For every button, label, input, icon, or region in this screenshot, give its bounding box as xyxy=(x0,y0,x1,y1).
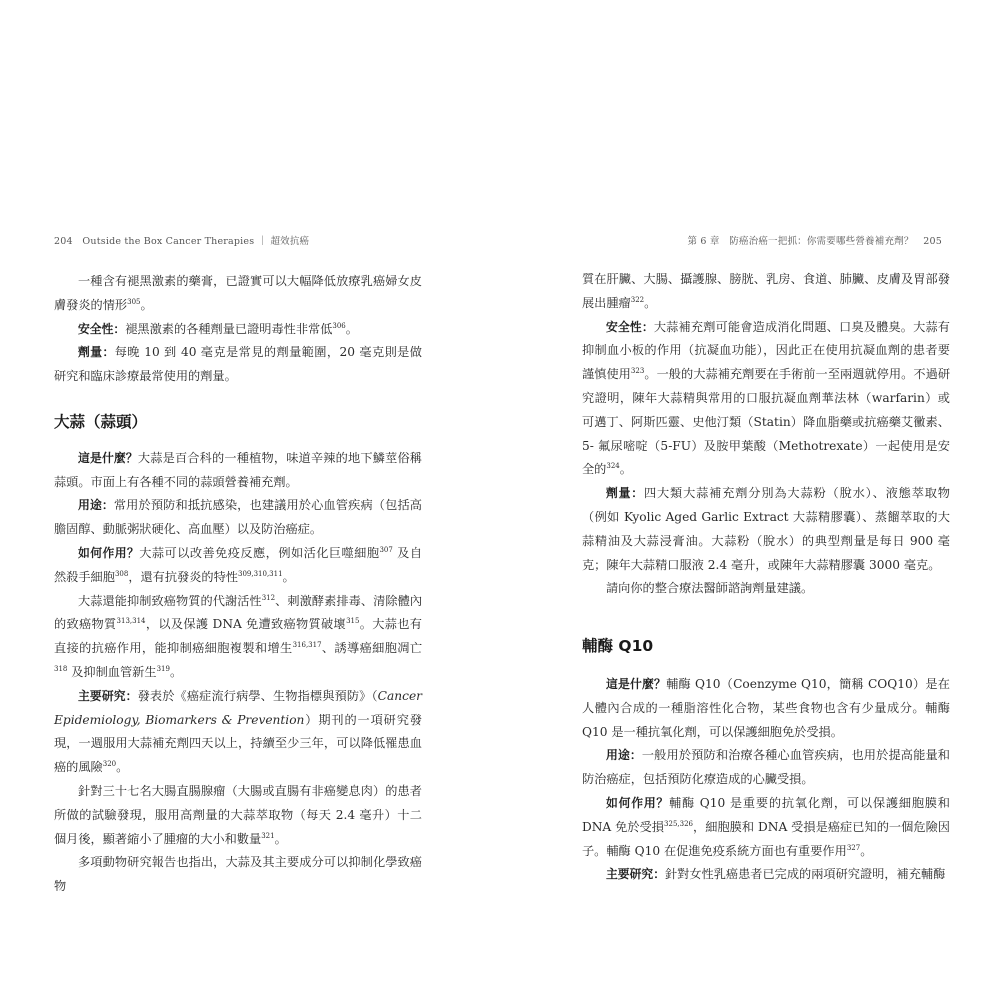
melatonin-dosage-paragraph xyxy=(54,341,422,389)
text: 。 xyxy=(116,760,129,775)
what-label: 這是什麼？ xyxy=(78,450,138,465)
text: 質在肝臟、大腸、攝護腺、膀胱、乳房、食道、肺臟、皮膚及胃部發展出腫瘤 xyxy=(582,272,950,310)
garlic-use-paragraph xyxy=(54,494,422,542)
how-label: 如何作用？ xyxy=(78,545,140,560)
text: 大蒜補充劑可能會造成消化問題、口臭及體臭。大蒜有抑制血小板的作用（抗凝血功能），因此正在使用抗凝血劑的患者要謹慎使用 xyxy=(582,319,950,382)
text: 針對三十七名大腸直腸腺瘤（大腸或直腸有非癌變息肉）的患者所做的試驗發現，服用高劑量的大蒜萃取物（每天 2.4 毫升）十二個月後，顯著縮小了腫瘤的大小和數量 xyxy=(54,783,422,846)
garlic-heading: 大蒜（蒜頭） xyxy=(54,412,148,431)
coq10-research-paragraph xyxy=(582,863,950,887)
text: ）期刊的一項研究發現，一週服用大蒜補充劑四天以上，持續至少三年，可以降低罹患血癌的風險 xyxy=(54,712,422,775)
text: 及自然殺手細胞 xyxy=(54,545,423,584)
garlic-how-paragraph xyxy=(54,542,422,590)
garlic-animal-paragraph xyxy=(54,851,422,899)
footnote-ref: 307 xyxy=(379,545,393,554)
text: 。 xyxy=(169,664,183,679)
text: 每晚 10 到 40 毫克是常見的劑量範圍，20 毫克則是做研究和臨床診療最常使用的劑量。 xyxy=(54,345,422,384)
text: 。 xyxy=(860,843,873,858)
text: 。大蒜也有直接的抗癌作用，能抑制癌細胞複製和增生 xyxy=(54,617,422,656)
text: 常用於預防和抵抗感染，也建議用於心血管疾病（包括高膽固醇、動脈粥狀硬化、高血壓）以及防治癌症。 xyxy=(54,498,422,537)
text: 四大類大蒜補充劑分別為大蒜粉（脫水）、液態萃取物（例如 Kyolic Aged Garlic Extract 大蒜精膠囊）、蒸餾萃取的大蒜精油及大蒜浸膏油。大蒜粉（脫水）的典型劑量是每日 900 毫克；陳年大蒜精口服液 2.4 毫升，或陳年大蒜精膠囊 3000 毫克。 xyxy=(582,486,950,572)
text: 及抑制血管新生 xyxy=(67,664,157,679)
text: 大蒜可以改善免疫反應，例如活化巨噬細胞 xyxy=(139,545,380,560)
text: 、刺激酵素排毒、清除體內的致癌物質 xyxy=(54,593,423,632)
journal-title: Cancer Epidemiology, Biomarkers & Prevention xyxy=(54,688,422,727)
text: 輔酶 Q10 是重要的抗氧化劑，可以保護細胞膜和 DNA 免於受損 xyxy=(582,795,950,834)
footnote-ref: 313,314 xyxy=(116,617,146,626)
text: ，細胞膜和 DNA 受損是癌症已知的一個危險因子。輔酶 Q10 在促進免疫系統方面也有重要作用 xyxy=(582,819,950,858)
text: 。 xyxy=(274,831,287,846)
text: 大蒜是百合科的一種植物，味道辛辣的地下鱗莖俗稱蒜頭。市面上有各種不同的蒜頭營養補充劑。 xyxy=(54,450,422,489)
text: 。一般的大蒜補充劑要在手術前一至兩週就停用。不過研究證明，陳年大蒜精與常用的口服抗凝血劑華法林（warfarin）或可邁丁、阿斯匹靈、史他汀類（Statin）降血脂藥或抗癌藥艾黴素、5- 氟尿嘧啶（5-FU）及胺甲葉酸（Methotrexate）一起使用是安全的 xyxy=(582,367,951,477)
text: 褪黑激素的各種劑量已證明毒性非常低 xyxy=(125,321,333,336)
dosage-label: 劑量： xyxy=(606,486,644,501)
garlic-consult-paragraph xyxy=(582,577,950,601)
text: 發表於《癌症流行病學、生物指標與預防》（ xyxy=(137,688,378,703)
research-label: 主要研究： xyxy=(78,688,138,703)
text: 一般用於預防和治療各種心血管疾病，也用於提高能量和防治癌症，包括預防化療造成的心臟受損。 xyxy=(582,748,950,787)
right-page xyxy=(500,0,1000,1000)
footnote-ref: 308 xyxy=(114,569,129,578)
garlic-research-paragraph xyxy=(54,685,422,780)
footnote-ref: 325,326 xyxy=(664,819,693,828)
footnote-ref: 315 xyxy=(346,617,360,626)
text: 一種含有褪黑激素的藥膏，已證實可以大幅降低放療乳癌婦女皮膚發炎的情形 xyxy=(54,274,422,312)
footnote-ref: 327 xyxy=(846,843,861,852)
footnote-ref: 318 xyxy=(54,664,68,673)
use-label: 用途： xyxy=(78,498,114,513)
safety-label: 安全性： xyxy=(78,321,126,336)
footnote-ref: 309,310,311 xyxy=(238,569,283,578)
text: 。 xyxy=(140,297,153,312)
garlic-trial-paragraph xyxy=(54,780,422,851)
text: 、誘導癌細胞凋亡 xyxy=(321,641,423,656)
text: 多項動物研究報告也指出，大蒜及其主要成分可以抑制化學致癌物 xyxy=(54,855,422,894)
left-page-header: 204 Outside the Box Cancer Therapies ｜ 超效抗癌 xyxy=(54,236,310,247)
footnote-ref: 312 xyxy=(261,593,276,602)
footnote-ref: 323 xyxy=(630,367,645,376)
text: 大蒜還能抑制致癌物質的代謝活性 xyxy=(78,593,262,608)
footnote-ref: 322 xyxy=(630,295,645,304)
footnote-ref: 320 xyxy=(102,760,117,769)
what-label: 這是什麼？ xyxy=(606,676,667,691)
footnote-ref: 321 xyxy=(261,831,275,840)
text: 。 xyxy=(644,295,657,310)
footnote-ref: 306 xyxy=(332,321,346,330)
coq10-use-paragraph xyxy=(582,744,950,792)
right-page-header: 第 6 章 防癌治癌一把抓：你需要哪些營養補充劑？ 205 xyxy=(687,236,942,247)
how-label: 如何作用？ xyxy=(606,795,670,810)
coq10-how-paragraph xyxy=(582,792,950,863)
safety-label: 安全性： xyxy=(606,319,654,334)
right-page-body xyxy=(582,268,950,887)
text: 。 xyxy=(282,569,295,584)
footnote-ref: 305 xyxy=(127,297,141,306)
text: ，以及保護 DNA 免遭致癌物質破壞 xyxy=(145,617,347,632)
coq10-what-paragraph xyxy=(582,673,950,744)
garlic-mechanism-paragraph xyxy=(54,590,422,685)
left-page-body xyxy=(54,270,422,899)
melatonin-paragraph xyxy=(54,270,422,318)
garlic-dosage-paragraph xyxy=(582,482,950,577)
use-label: 用途： xyxy=(606,748,642,763)
text: 。 xyxy=(619,462,632,477)
garlic-what-paragraph xyxy=(54,447,422,495)
footnote-ref: 316,317 xyxy=(292,641,322,650)
melatonin-safety-paragraph xyxy=(54,318,422,342)
text: 。 xyxy=(345,321,358,336)
dosage-label: 劑量： xyxy=(78,345,115,360)
footnote-ref: 324 xyxy=(606,462,620,471)
garlic-animal-continued-paragraph xyxy=(582,268,950,316)
text: 輔酶 Q10（Coenzyme Q10，簡稱 COQ10）是在人體內合成的一種脂溶性化合物，某些食物也含有少量成分。輔酶 Q10 是一種抗氧化劑，可以保護細胞免於受損。 xyxy=(582,676,950,739)
garlic-safety-paragraph xyxy=(582,316,950,483)
text: ，還有抗發炎的特性 xyxy=(128,569,238,584)
research-label: 主要研究： xyxy=(606,867,665,882)
coq10-heading: 輔酶 Q10 xyxy=(582,637,654,656)
text: 針對女性乳癌患者已完成的兩項研究證明，補充輔酶 xyxy=(665,867,946,882)
text: 請向你的整合療法醫師諮詢劑量建議。 xyxy=(606,581,814,596)
footnote-ref: 319 xyxy=(156,664,170,673)
